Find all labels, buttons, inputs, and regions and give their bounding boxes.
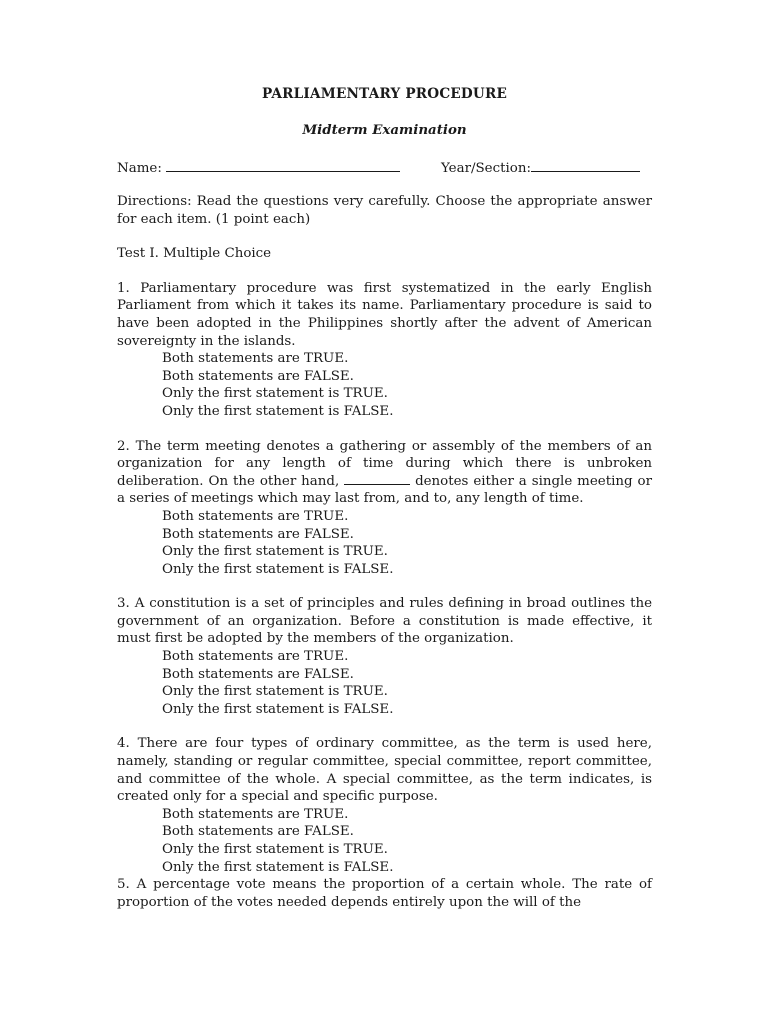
- question-number: 5.: [117, 877, 130, 893]
- year-section-label: Year/Section:: [441, 161, 531, 176]
- choice-item[interactable]: Both statements are TRUE.: [162, 351, 349, 367]
- question-2: [117, 438, 652, 579]
- choice-item[interactable]: Both statements are FALSE.: [162, 368, 354, 384]
- question-body: A constitution is a set of principles and rules defining in broad outlines the government of an organization. Before a constitution is made effective, it must first be adopted by the members of the organization.: [117, 596, 652, 647]
- name-blank-line: [166, 158, 400, 172]
- question-5: [117, 876, 652, 911]
- choice-item[interactable]: Both statements are TRUE.: [162, 649, 349, 665]
- exam-page: [117, 86, 652, 911]
- choice-item[interactable]: Only the first statement is TRUE.: [162, 544, 388, 560]
- question-body-before-blank: The term meeting denotes a gathering or assembly of the members of an organization for any length of time during which there is unbroken deliberation. On the other hand,: [117, 438, 652, 489]
- question-number: 1.: [117, 280, 130, 296]
- document-title: PARLIAMENTARY PROCEDURE: [261, 86, 508, 102]
- question-text: [117, 876, 652, 911]
- choice-item[interactable]: Both statements are FALSE.: [162, 666, 354, 682]
- question-number: 4.: [117, 736, 130, 752]
- directions-text: Directions: Read the questions very carefully. Choose the appropriate answer for each item. (1 point each): [117, 194, 652, 227]
- student-info-row: [117, 158, 652, 178]
- document-subtitle: Midterm Examination: [302, 122, 467, 138]
- question-text: [117, 595, 652, 648]
- choice-item[interactable]: Only the first statement is TRUE.: [162, 842, 388, 857]
- question-4: [117, 735, 652, 876]
- question-body: A percentage vote means the proportion of a certain whole. The rate of proportion of the votes needed depends entirely upon the will of the: [117, 877, 652, 910]
- choice-list: [117, 648, 652, 718]
- choice-list: [117, 508, 652, 578]
- test-heading: Test I. Multiple Choice: [117, 246, 272, 262]
- choice-item[interactable]: Only the first statement is FALSE.: [162, 701, 394, 717]
- choice-item[interactable]: Only the first statement is FALSE.: [162, 561, 394, 577]
- choice-item[interactable]: Both statements are TRUE.: [162, 806, 349, 822]
- choice-item[interactable]: Both statements are FALSE.: [162, 824, 354, 840]
- choice-item[interactable]: Only the first statement is FALSE.: [162, 859, 394, 875]
- name-label: Name:: [117, 161, 162, 176]
- name-field: [117, 158, 400, 178]
- question-text: [117, 735, 652, 805]
- question-1: [117, 280, 652, 421]
- choice-list: [117, 806, 652, 876]
- question-3: [117, 595, 652, 718]
- year-section-blank-line: [531, 158, 640, 172]
- question-text: [117, 438, 652, 508]
- choice-item[interactable]: Only the first statement is TRUE.: [162, 386, 388, 402]
- question-text: [117, 280, 652, 350]
- question-number: 2.: [117, 438, 130, 454]
- question-body: There are four types of ordinary committee, as the term is used here, namely, standing or regular committee, special committee, report committee, and committee of the whole. A special committee, as the term indicates, is created only for a special and specific purpose.: [117, 736, 652, 805]
- question-body: Parliamentary procedure was first systematized in the early English Parliament from which it takes its name. Parliamentary procedure is said to have been adopted in the Philippines shortly after the advent of American sovereignty in the islands.: [117, 280, 652, 349]
- choice-list: [117, 350, 652, 420]
- question-number: 3.: [117, 596, 130, 612]
- choice-item[interactable]: Both statements are TRUE.: [162, 508, 349, 524]
- answer-blank-line: [344, 473, 410, 485]
- question-body-after-blank: denotes either a single meeting or a series of meetings which may last from, and to, any length of time.: [117, 473, 652, 507]
- year-section-field: [441, 158, 640, 178]
- choice-item[interactable]: Both statements are FALSE.: [162, 526, 354, 542]
- choice-item[interactable]: Only the first statement is TRUE.: [162, 684, 388, 700]
- choice-item[interactable]: Only the first statement is FALSE.: [162, 403, 394, 419]
